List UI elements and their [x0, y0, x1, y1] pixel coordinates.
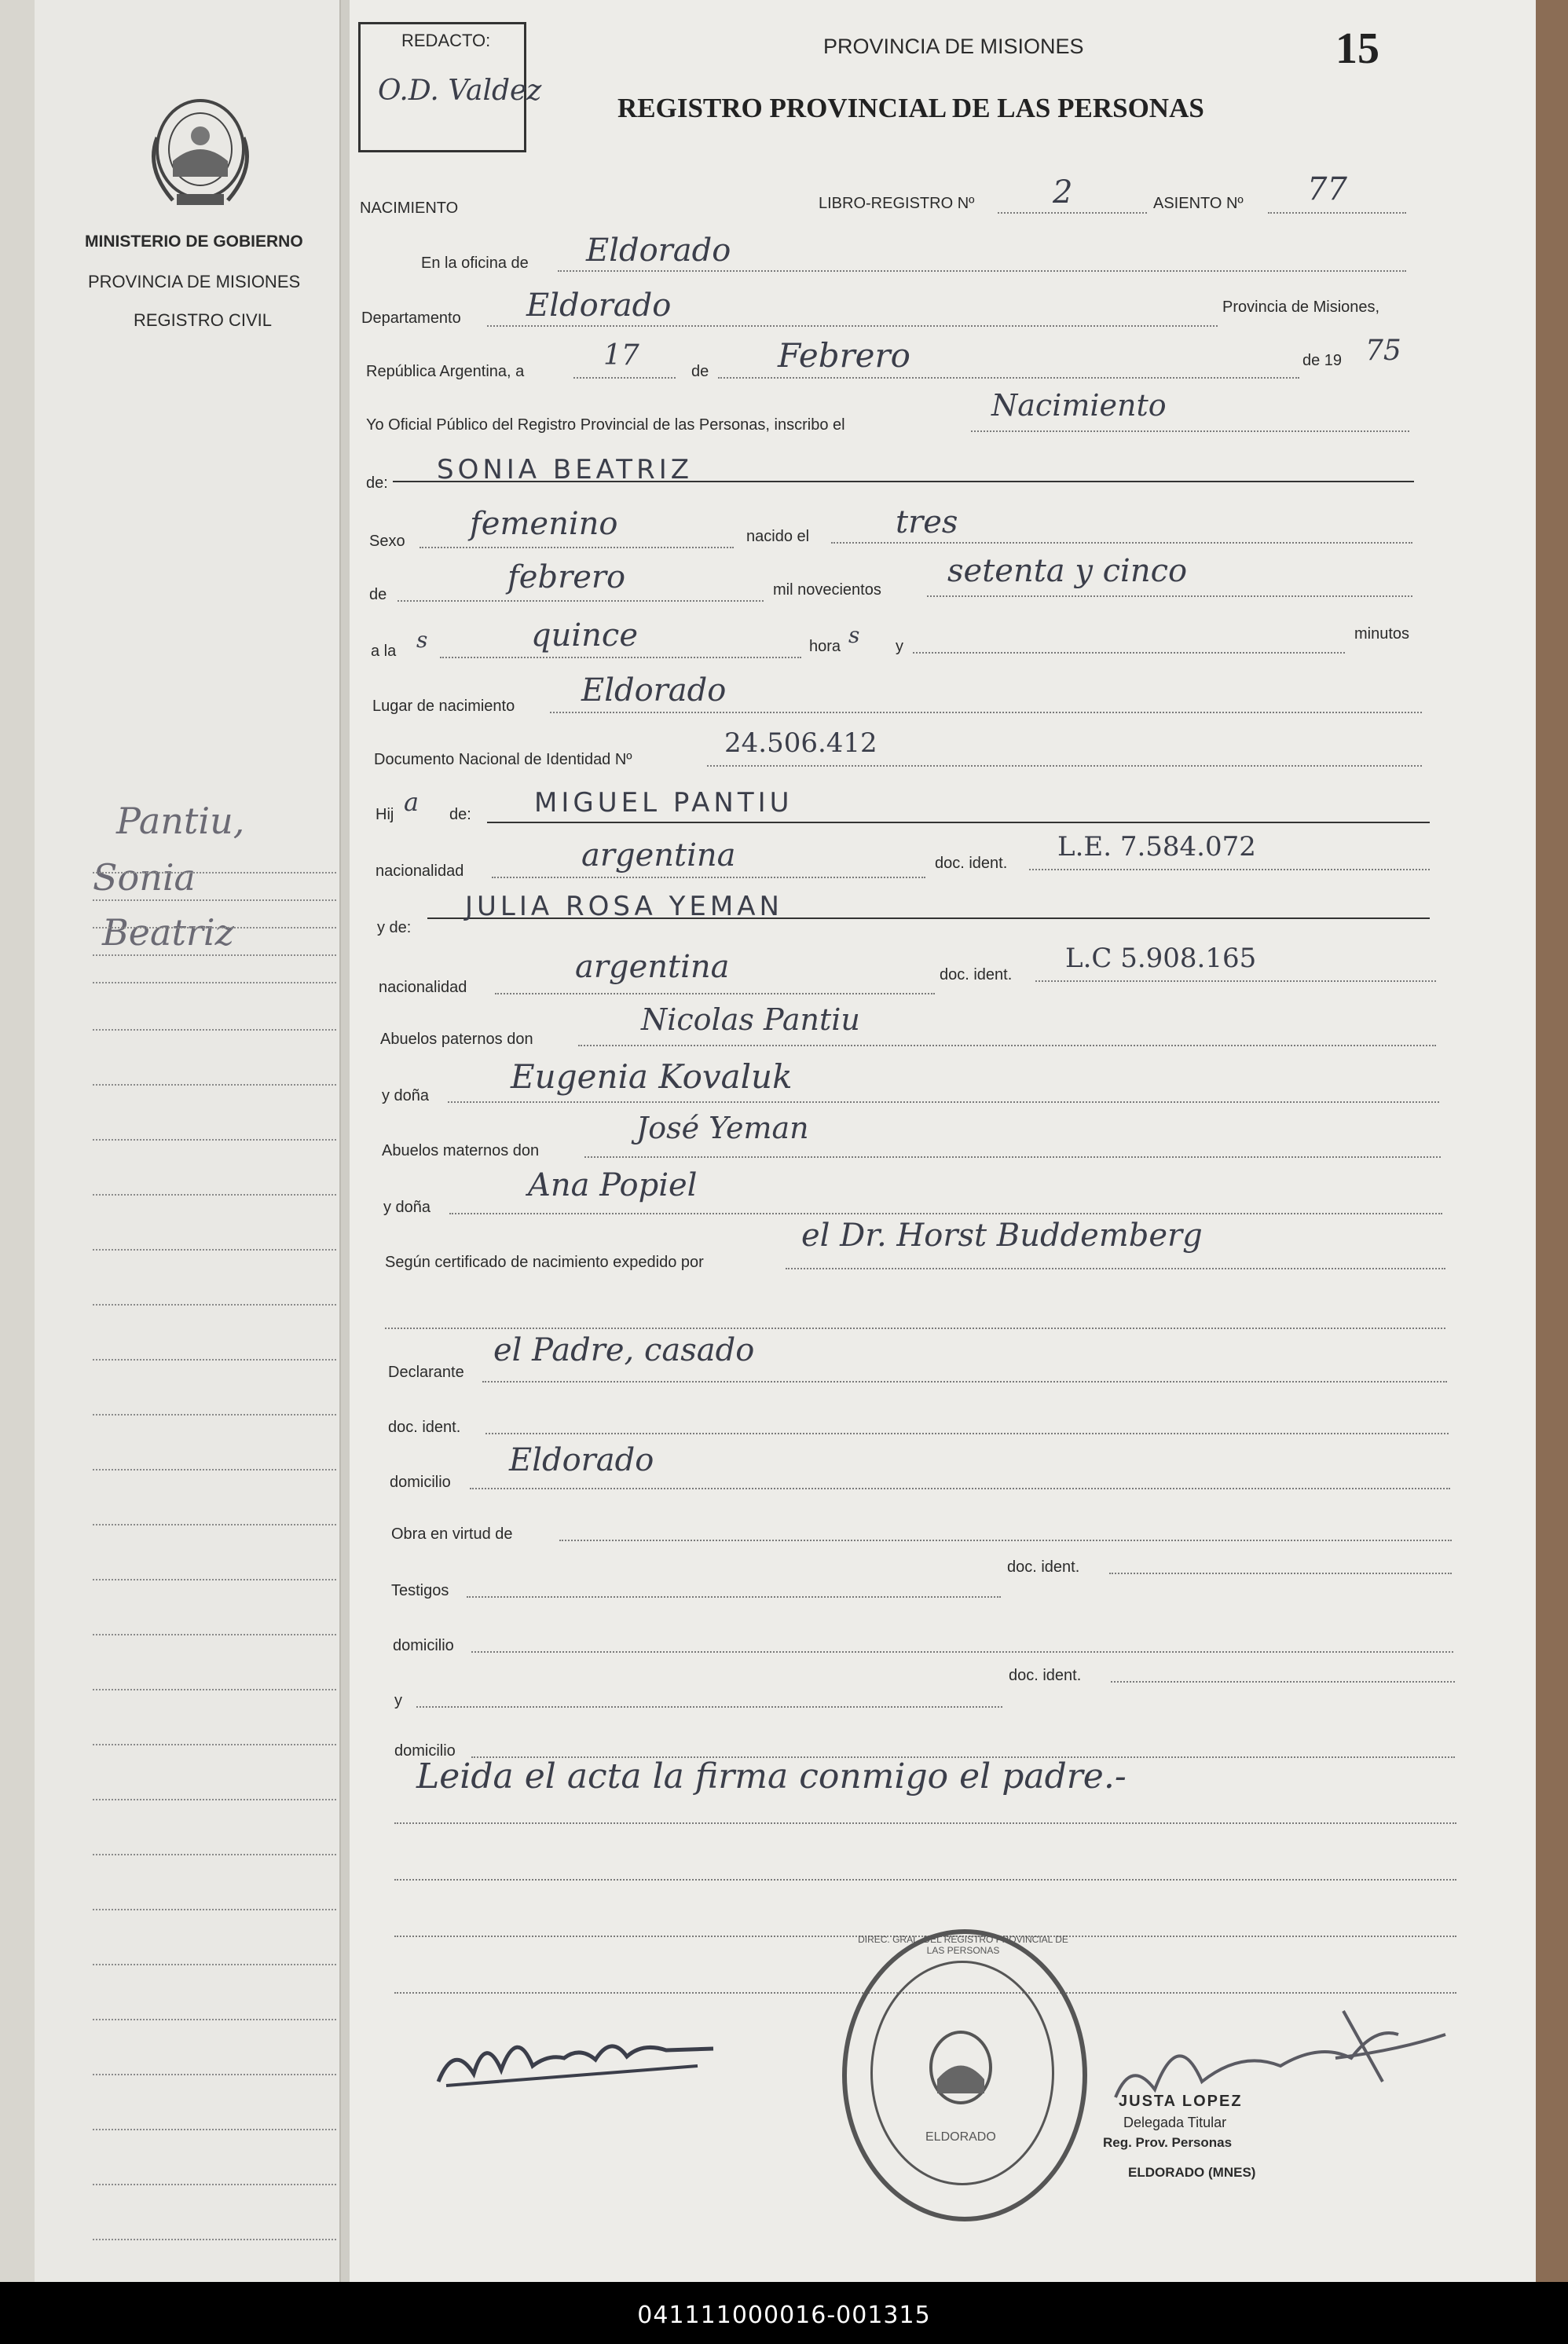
- month-value: Febrero: [778, 336, 910, 375]
- father-doc: L.E. 7.584.072: [1057, 831, 1256, 863]
- father-doc-label: doc. ident.: [935, 855, 1008, 872]
- nacido-label: nacido el: [746, 528, 810, 545]
- margin-registry-label: REGISTRO CIVIL: [134, 310, 273, 330]
- birth-month: febrero: [507, 559, 626, 595]
- abuelos-paternos-label: Abuelos paternos don: [380, 1031, 533, 1048]
- official-title: Delegada Titular: [1123, 2115, 1227, 2130]
- libro-value: 2: [1053, 174, 1073, 211]
- mother-nationality: argentina: [575, 949, 730, 985]
- father-name: MIGUEL PANTIU: [534, 787, 793, 819]
- testigos-doc-label: doc. ident.: [1007, 1558, 1080, 1576]
- left-page-edge: [0, 0, 36, 2282]
- domicilio3-label: domicilio: [394, 1742, 456, 1760]
- stamp-ring-text: DIREC. GRAL. DEL REGISTRO PROVINCIAL DE LAS PERSONAS: [858, 1934, 1068, 1956]
- sexo-value: femenino: [470, 506, 618, 542]
- mother-nationality-label: nacionalidad: [379, 979, 467, 996]
- hora-suffix: s: [848, 622, 860, 648]
- hij-suffix: a: [404, 787, 419, 817]
- hora-label: hora: [809, 638, 841, 655]
- certificado-value: el Dr. Horst Buddemberg: [801, 1218, 1203, 1254]
- a-la-label: a la: [371, 643, 397, 660]
- official-place: ELDORADO (MNES): [1128, 2165, 1256, 2180]
- father-signature: [430, 2011, 721, 2097]
- birth-year-words: setenta y cinco: [947, 553, 1188, 589]
- asiento-label: ASIENTO Nº: [1153, 195, 1244, 212]
- republica-label: República Argentina, a: [366, 363, 525, 380]
- domicilio-value: Eldorado: [509, 1442, 654, 1478]
- redacto-value: O.D. Valdez: [378, 75, 542, 107]
- child-name: SONIA BEATRIZ: [437, 454, 694, 485]
- certificado-label: Según certificado de nacimiento expedido por: [385, 1254, 704, 1271]
- margin-province-label: PROVINCIA DE MISIONES: [88, 272, 301, 291]
- abuelo-materno: José Yeman: [636, 1111, 809, 1145]
- year-value: 75: [1365, 335, 1401, 367]
- father-nationality-label: nacionalidad: [376, 863, 464, 880]
- oficial-text: Yo Oficial Público del Registro Provincial de las Personas, inscribo el: [366, 416, 845, 434]
- father-nationality: argentina: [581, 837, 736, 874]
- departamento-label: Departamento: [361, 309, 461, 327]
- left-page: [35, 0, 341, 2282]
- obra-label: Obra en virtud de: [391, 1525, 513, 1543]
- declarante-value: el Padre, casado: [493, 1332, 755, 1368]
- y-dona-materna-label: y doña: [383, 1199, 431, 1216]
- libro-label: LIBRO-REGISTRO Nº: [819, 195, 975, 212]
- declarante-doc-label: doc. ident.: [388, 1419, 461, 1436]
- official-signature: [1084, 1980, 1461, 2137]
- declarante-label: Declarante: [388, 1364, 464, 1381]
- hij-de-label: de:: [449, 806, 471, 823]
- act-value: Nacimiento: [991, 388, 1167, 423]
- record-type-label: NACIMIENTO: [360, 200, 459, 217]
- redacto-label: REDACTO:: [401, 31, 491, 50]
- abuela-materna: Ana Popiel: [528, 1167, 698, 1203]
- domicilio2-label: domicilio: [393, 1637, 454, 1654]
- y-dona-paterna-label: y doña: [382, 1087, 430, 1104]
- oficina-value: Eldorado: [586, 233, 731, 269]
- abuelos-maternos-label: Abuelos maternos don: [382, 1142, 540, 1159]
- header-province: PROVINCIA DE MISIONES: [823, 35, 1084, 58]
- dni-label: Documento Nacional de Identidad Nº: [374, 751, 632, 768]
- mother-doc: L.C 5.908.165: [1065, 943, 1257, 974]
- mother-name: JULIA ROSA YEMAN: [465, 891, 783, 922]
- abuelo-paterno: Nicolas Pantiu: [641, 1002, 860, 1037]
- abuela-paterna: Eugenia Kovaluk: [511, 1057, 793, 1096]
- mil-label: mil novecientos: [773, 581, 881, 599]
- de-name-label: de:: [366, 474, 388, 492]
- y2-label: y: [394, 1692, 402, 1709]
- minutos-label: minutos: [1354, 625, 1410, 643]
- mother-doc-label: doc. ident.: [940, 966, 1013, 983]
- closing-note: Leida el acta la firma conmigo el padre.-: [416, 1756, 1127, 1796]
- a-la-suffix: s: [416, 627, 428, 653]
- page-number: 15: [1335, 24, 1379, 73]
- redacto-box: [358, 22, 542, 152]
- provincial-seal: [141, 90, 259, 216]
- official-name: JUSTA LOPEZ: [1119, 2093, 1243, 2110]
- year-prefix: de 19: [1302, 352, 1343, 369]
- dni-value: 24.506.412: [724, 727, 877, 759]
- margin-note-line-3: Beatriz: [102, 911, 234, 954]
- lugar-label: Lugar de nacimiento: [372, 698, 515, 715]
- margin-note-line-1: Pantiu,: [116, 800, 245, 842]
- departamento-value: Eldorado: [526, 288, 672, 324]
- day-value: 17: [603, 339, 639, 372]
- provincia-suffix: Provincia de Misiones,: [1222, 298, 1380, 316]
- image-identifier: 041111000016-001315: [637, 2302, 931, 2329]
- testigos-label: Testigos: [391, 1582, 449, 1599]
- stamp-inner-text: ELDORADO: [925, 2130, 996, 2144]
- testigo2-doc-label: doc. ident.: [1009, 1667, 1082, 1684]
- oficina-label: En la oficina de: [421, 255, 529, 272]
- de-label: de: [691, 363, 709, 380]
- hour-value: quince: [531, 617, 638, 654]
- registry-round-stamp: [842, 1929, 1087, 2221]
- hij-label: Hij: [376, 806, 394, 823]
- nacido-value: tres: [896, 504, 958, 540]
- asiento-value: 77: [1307, 171, 1347, 207]
- de2-label: de: [369, 586, 387, 603]
- ministry-label: MINISTERIO DE GOBIERNO: [85, 233, 303, 251]
- header-registry-title: REGISTRO PROVINCIAL DE LAS PERSONAS: [617, 93, 1204, 123]
- lugar-value: Eldorado: [581, 672, 727, 709]
- official-office: Reg. Prov. Personas: [1103, 2135, 1233, 2150]
- margin-note-line-2: Sonia: [93, 856, 196, 899]
- stamp-emblem: [921, 2024, 1000, 2111]
- y-de-label: y de:: [377, 919, 412, 936]
- sexo-label: Sexo: [369, 533, 405, 550]
- book-cover-edge: [1536, 0, 1568, 2282]
- domicilio-label: domicilio: [390, 1474, 451, 1491]
- y-label: y: [896, 638, 903, 655]
